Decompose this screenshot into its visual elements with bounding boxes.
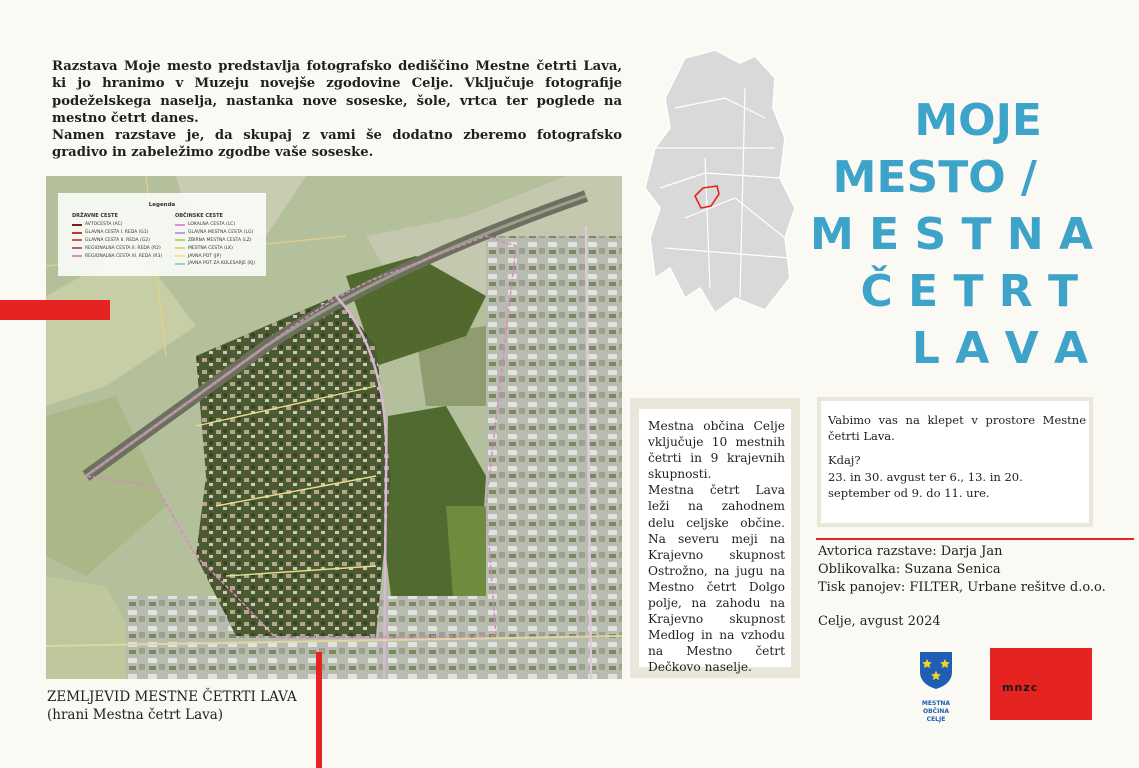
- legend-swatch: [72, 224, 82, 226]
- legend-municipal-row: [175, 237, 270, 245]
- title-line-1: MOJE: [914, 95, 1042, 146]
- legend-municipal-row: [175, 244, 270, 252]
- legend-label: GLAVNA MESTNA CESTA (LG): [188, 230, 254, 236]
- legend-swatch: [72, 232, 82, 234]
- caption-line-2: (hrani Mestna četrt Lava): [47, 707, 224, 723]
- intro-paragraph-2: Namen razstave je, da skupaj z vami še dodatno zberemo fotografsko gradivo in zabeležimo zgodbe vaše soseske.: [52, 128, 622, 161]
- red-accent-bar-horizontal: [0, 300, 110, 320]
- legend-label: MESTNA CESTA (LK): [188, 245, 233, 251]
- legend-state-row: [72, 221, 167, 229]
- legend-label: REGIONALNA CESTA II. REDA (R2): [85, 245, 161, 251]
- legend-municipal-row: [175, 260, 270, 268]
- credit-place-date: Celje, avgust 2024: [818, 614, 941, 630]
- legend-municipal-row: [175, 229, 270, 237]
- legend-label: LOKALNA CESTA (LC): [188, 222, 236, 228]
- legend-swatch: [175, 247, 185, 249]
- legend-label: AVTOCESTA (AC): [85, 222, 123, 228]
- museum-logo: [990, 648, 1092, 720]
- title-line-4: Č E T R T: [860, 266, 1078, 317]
- celje-logo-line-2: OBČINA: [923, 708, 949, 715]
- legend-swatch: [72, 255, 82, 257]
- legend-state-row: [72, 229, 167, 237]
- legend-label: GLAVNA CESTA II. REDA (G2): [85, 237, 150, 243]
- caption-line-1: ZEMLJEVID MESTNE ČETRTI LAVA: [47, 689, 297, 705]
- celje-coat-of-arms-logo: [916, 650, 956, 722]
- red-divider-line: [816, 538, 1134, 540]
- invitation-when: Kdaj?: [828, 453, 861, 468]
- intro-text: [52, 58, 622, 162]
- legend-title: Legenda: [148, 202, 176, 208]
- info-paragraph-2: Mestna četrt Lava leži na zahodnem delu celjske občine. Na severu meji na Krajevno skupnost Ostrožno, na jugu na Mestno četrt Dolgo polje, na zahodu na Krajevno skupnost Medlog in na vzhodu na Mestno četrt Dečkovo naselje.: [648, 483, 785, 675]
- red-accent-bar-vertical: [316, 652, 322, 768]
- title-line-2: MESTO /: [832, 152, 1037, 203]
- legend-label: JAVNA POT ZA KOLESARJE (KJ): [188, 261, 256, 267]
- credits: [818, 543, 1138, 631]
- title-line-5: L A V A: [911, 323, 1088, 374]
- info-box-text: [648, 418, 785, 676]
- credit-author: Avtorica razstave: Darja Jan: [818, 544, 1003, 559]
- legend-state-row: [72, 237, 167, 245]
- shield-icon: [916, 650, 956, 690]
- exhibition-title: [810, 92, 1100, 377]
- legend-swatch: [175, 224, 185, 226]
- celje-logo-line-1: MESTNA: [921, 700, 951, 707]
- legend-label: REGIONALNA CESTA III. REDA (R3): [85, 253, 163, 259]
- title-line-3: M E S T N A: [810, 209, 1094, 260]
- municipality-map: [645, 48, 795, 316]
- legend-state-row: [72, 244, 167, 252]
- celje-logo-line-3: CELJE: [926, 716, 946, 723]
- legend-label: JAVNA POT (JP): [188, 253, 221, 259]
- legend-swatch: [72, 239, 82, 241]
- legend-municipal-roads: [175, 213, 270, 268]
- credit-print: Tisk panojev: FILTER, Urbane rešitve d.o.o.: [818, 579, 1106, 595]
- legend-swatch: [72, 247, 82, 249]
- info-paragraph-1: Mestna občina Celje vključuje 10 mestnih četrti in 9 krajevnih skupnosti.: [648, 419, 785, 482]
- invitation-paragraph-1: Vabimo vas na klepet v prostore Mestne četrti Lava.: [828, 413, 1086, 444]
- legend-municipal-row: [175, 252, 270, 260]
- legend-swatch: [175, 239, 185, 241]
- map-caption: [47, 688, 297, 724]
- credit-design: Oblikovalka: Suzana Senica: [818, 561, 1001, 577]
- invitation-dates: 23. in 30. avgust ter 6., 13. in 20. september od 9. do 11. ure.: [828, 469, 1023, 500]
- legend-label: ZBIRNA MESTNA CESTA (LZ): [188, 237, 252, 243]
- legend-label: GLAVNA CESTA I. REDA (G1): [85, 230, 149, 236]
- map-legend: [58, 193, 266, 276]
- legend-state-row: [72, 252, 167, 260]
- legend-swatch: [175, 263, 185, 265]
- legend-municipal-row: [175, 221, 270, 229]
- museum-logo-mark: mnzc: [1002, 681, 1039, 694]
- legend-state-heading: DRŽAVNE CESTE: [72, 213, 118, 219]
- legend-swatch: [175, 255, 185, 257]
- legend-state-roads: [72, 213, 167, 260]
- legend-swatch: [175, 232, 185, 234]
- intro-paragraph-1: Razstava Moje mesto predstavlja fotografsko dediščino Mestne četrti Lava, ki jo hranimo v Muzeju novejše zgodovine Celje. Vključuje fotografije podeželskega naselja, nastanka nove soseske, šole, vrtca ter poglede na mestno četrt danes.: [52, 59, 622, 126]
- invitation-text: [828, 412, 1086, 501]
- legend-municipal-heading: OBČINSKE CESTE: [175, 213, 223, 219]
